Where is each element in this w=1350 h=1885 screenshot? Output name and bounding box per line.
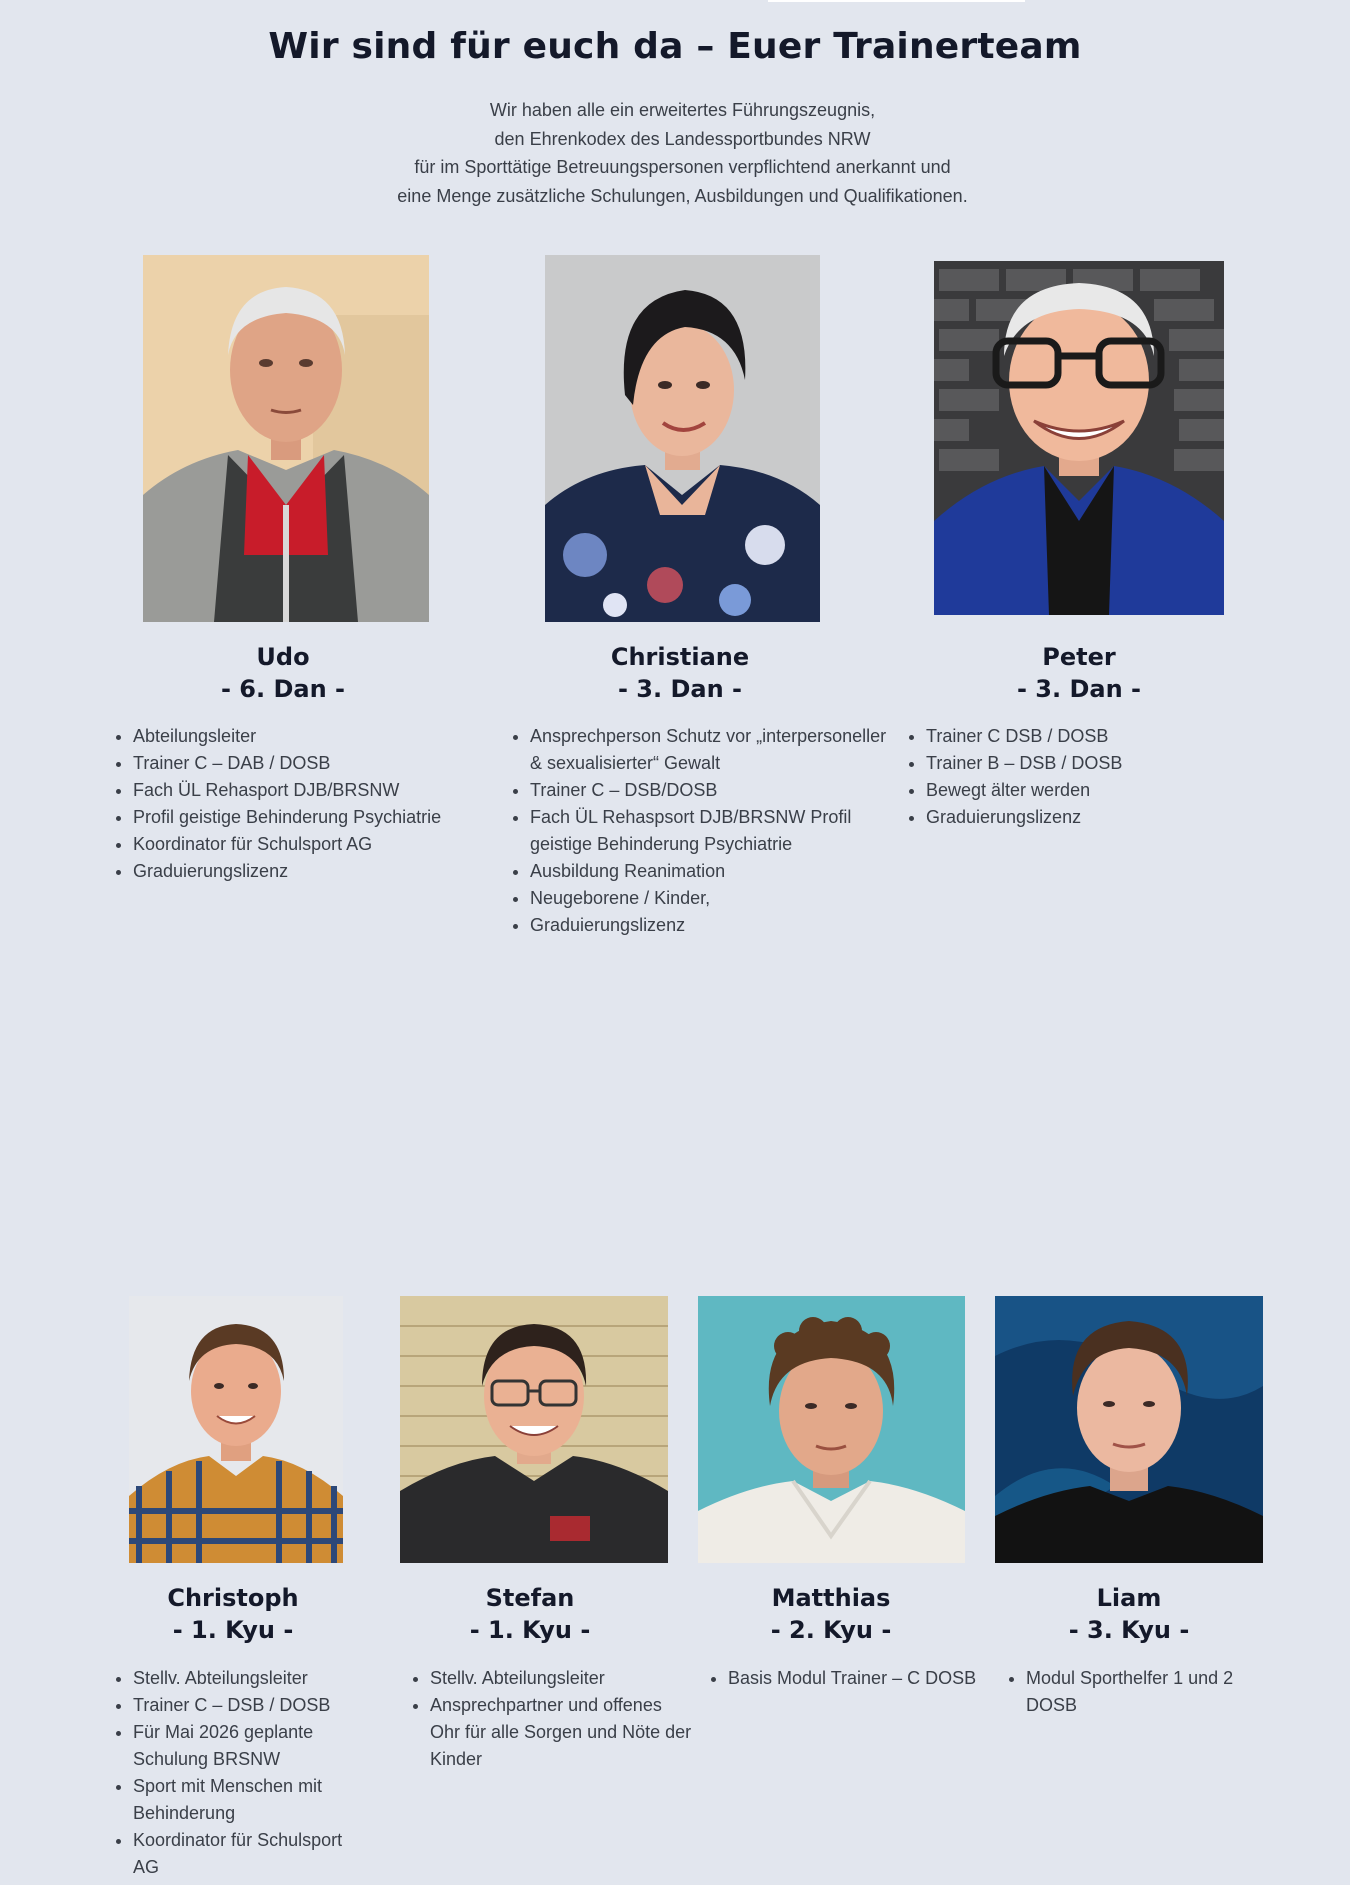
qualification-item: • Stellv. Abteilungsleiter — [430, 1665, 695, 1692]
trainer-heading-liam — [979, 1582, 1279, 1646]
trainer-rank: - 3. Kyu - — [1068, 1616, 1190, 1644]
trainer-rank: - 3. Dan - — [617, 675, 742, 703]
trainer-name: Christoph — [167, 1584, 299, 1612]
trainer-photo-peter — [934, 261, 1224, 615]
qualification-item: • Ansprechperson Schutz vor „interpersoneller & sexualisierter“ Gewalt — [530, 723, 890, 777]
trainer-photo-christiane — [545, 255, 820, 622]
qualification-item: • Fach ÜL Rehaspsort DJB/BRSNW Profil geistige Behinderung Psychiatrie — [530, 804, 890, 858]
trainer-name: Stefan — [485, 1584, 575, 1612]
trainer-heading-matthias — [681, 1582, 981, 1646]
qualification-item: • Modul Sporthelfer 1 und 2 DOSB — [1026, 1665, 1281, 1719]
qualification-item: • Basis Modul Trainer – C DOSB — [728, 1665, 988, 1692]
trainer-qualifications-stefan — [406, 1665, 695, 1773]
trainer-rank: - 3. Dan - — [1016, 675, 1141, 703]
qualification-item: • Koordinator für Schulsport AG — [133, 831, 473, 858]
qualification-item: • Koordinator für Schulsport AG — [133, 1827, 363, 1881]
qualification-item: • Neugeborene / Kinder, — [530, 885, 890, 912]
qualification-item: • Abteilungsleiter — [133, 723, 473, 750]
trainer-photo-udo — [143, 255, 429, 622]
qualification-item: • Profil geistige Behinderung Psychiatrie — [133, 804, 473, 831]
qualification-item: • Graduierungslizenz — [133, 858, 473, 885]
qualification-item: • Stellv. Abteilungsleiter — [133, 1665, 363, 1692]
trainer-name: Liam — [1096, 1584, 1162, 1612]
top-accent-bar — [768, 0, 1025, 2]
trainer-qualifications-christoph — [109, 1665, 363, 1881]
trainer-photo-christoph — [129, 1296, 343, 1563]
trainer-qualifications-christiane — [506, 723, 890, 939]
trainer-qualifications-udo — [109, 723, 473, 885]
trainer-heading-peter — [929, 641, 1229, 705]
trainer-photo-liam — [995, 1296, 1263, 1563]
trainer-rank: - 1. Kyu - — [172, 1616, 294, 1644]
qualification-item: • Ansprechpartner und offenes Ohr für alle Sorgen und Nöte der Kinder — [430, 1692, 695, 1773]
trainer-name: Udo — [256, 643, 310, 671]
qualification-item: • Trainer C – DAB / DOSB — [133, 750, 473, 777]
qualification-item: • Sport mit Menschen mit Behinderung — [133, 1773, 363, 1827]
trainer-qualifications-peter — [902, 723, 1226, 831]
trainer-photo-stefan — [400, 1296, 668, 1563]
qualification-item: • Trainer C DSB / DOSB — [926, 723, 1226, 750]
trainer-qualifications-liam — [1002, 1665, 1281, 1719]
intro-line: den Ehrenkodex des Landessportbundes NRW — [494, 128, 871, 149]
trainer-rank: - 6. Dan - — [220, 675, 345, 703]
trainer-heading-stefan — [380, 1582, 680, 1646]
intro-line: Wir haben alle ein erweitertes Führungszeugnis, — [489, 100, 876, 120]
intro-line: für im Sporttätige Betreuungspersonen verpflichtend anerkannt und — [414, 157, 951, 177]
qualification-item: • Fach ÜL Rehasport DJB/BRSNW — [133, 777, 473, 804]
qualification-item: • Für Mai 2026 geplante Schulung BRSNW — [133, 1719, 363, 1773]
trainer-heading-christiane — [530, 641, 830, 705]
trainer-heading-udo — [133, 641, 433, 705]
trainer-name: Matthias — [771, 1584, 891, 1612]
trainer-rank: - 1. Kyu - — [469, 1616, 591, 1644]
trainer-name: Christiane — [610, 643, 750, 671]
intro-line: eine Menge zusätzliche Schulungen, Ausbildungen und Qualifikationen. — [397, 185, 968, 206]
qualification-item: • Trainer B – DSB / DOSB — [926, 750, 1226, 777]
qualification-item: • Trainer C – DSB/DOSB — [530, 777, 890, 804]
trainer-qualifications-matthias — [704, 1665, 988, 1692]
trainer-rank: - 2. Kyu - — [770, 1616, 892, 1644]
qualification-item: • Ausbildung Reanimation — [530, 858, 890, 885]
trainer-photo-matthias — [698, 1296, 965, 1563]
page-title: Wir sind für euch da – Euer Trainerteam — [268, 26, 1082, 67]
qualification-item: • Trainer C – DSB / DOSB — [133, 1692, 363, 1719]
trainer-name: Peter — [1042, 643, 1116, 671]
qualification-item: • Bewegt älter werden — [926, 777, 1226, 804]
qualification-item: • Graduierungslizenz — [926, 804, 1226, 831]
intro-text — [0, 96, 1350, 210]
qualification-item: • Graduierungslizenz — [530, 912, 890, 939]
trainer-heading-christoph — [83, 1582, 383, 1646]
